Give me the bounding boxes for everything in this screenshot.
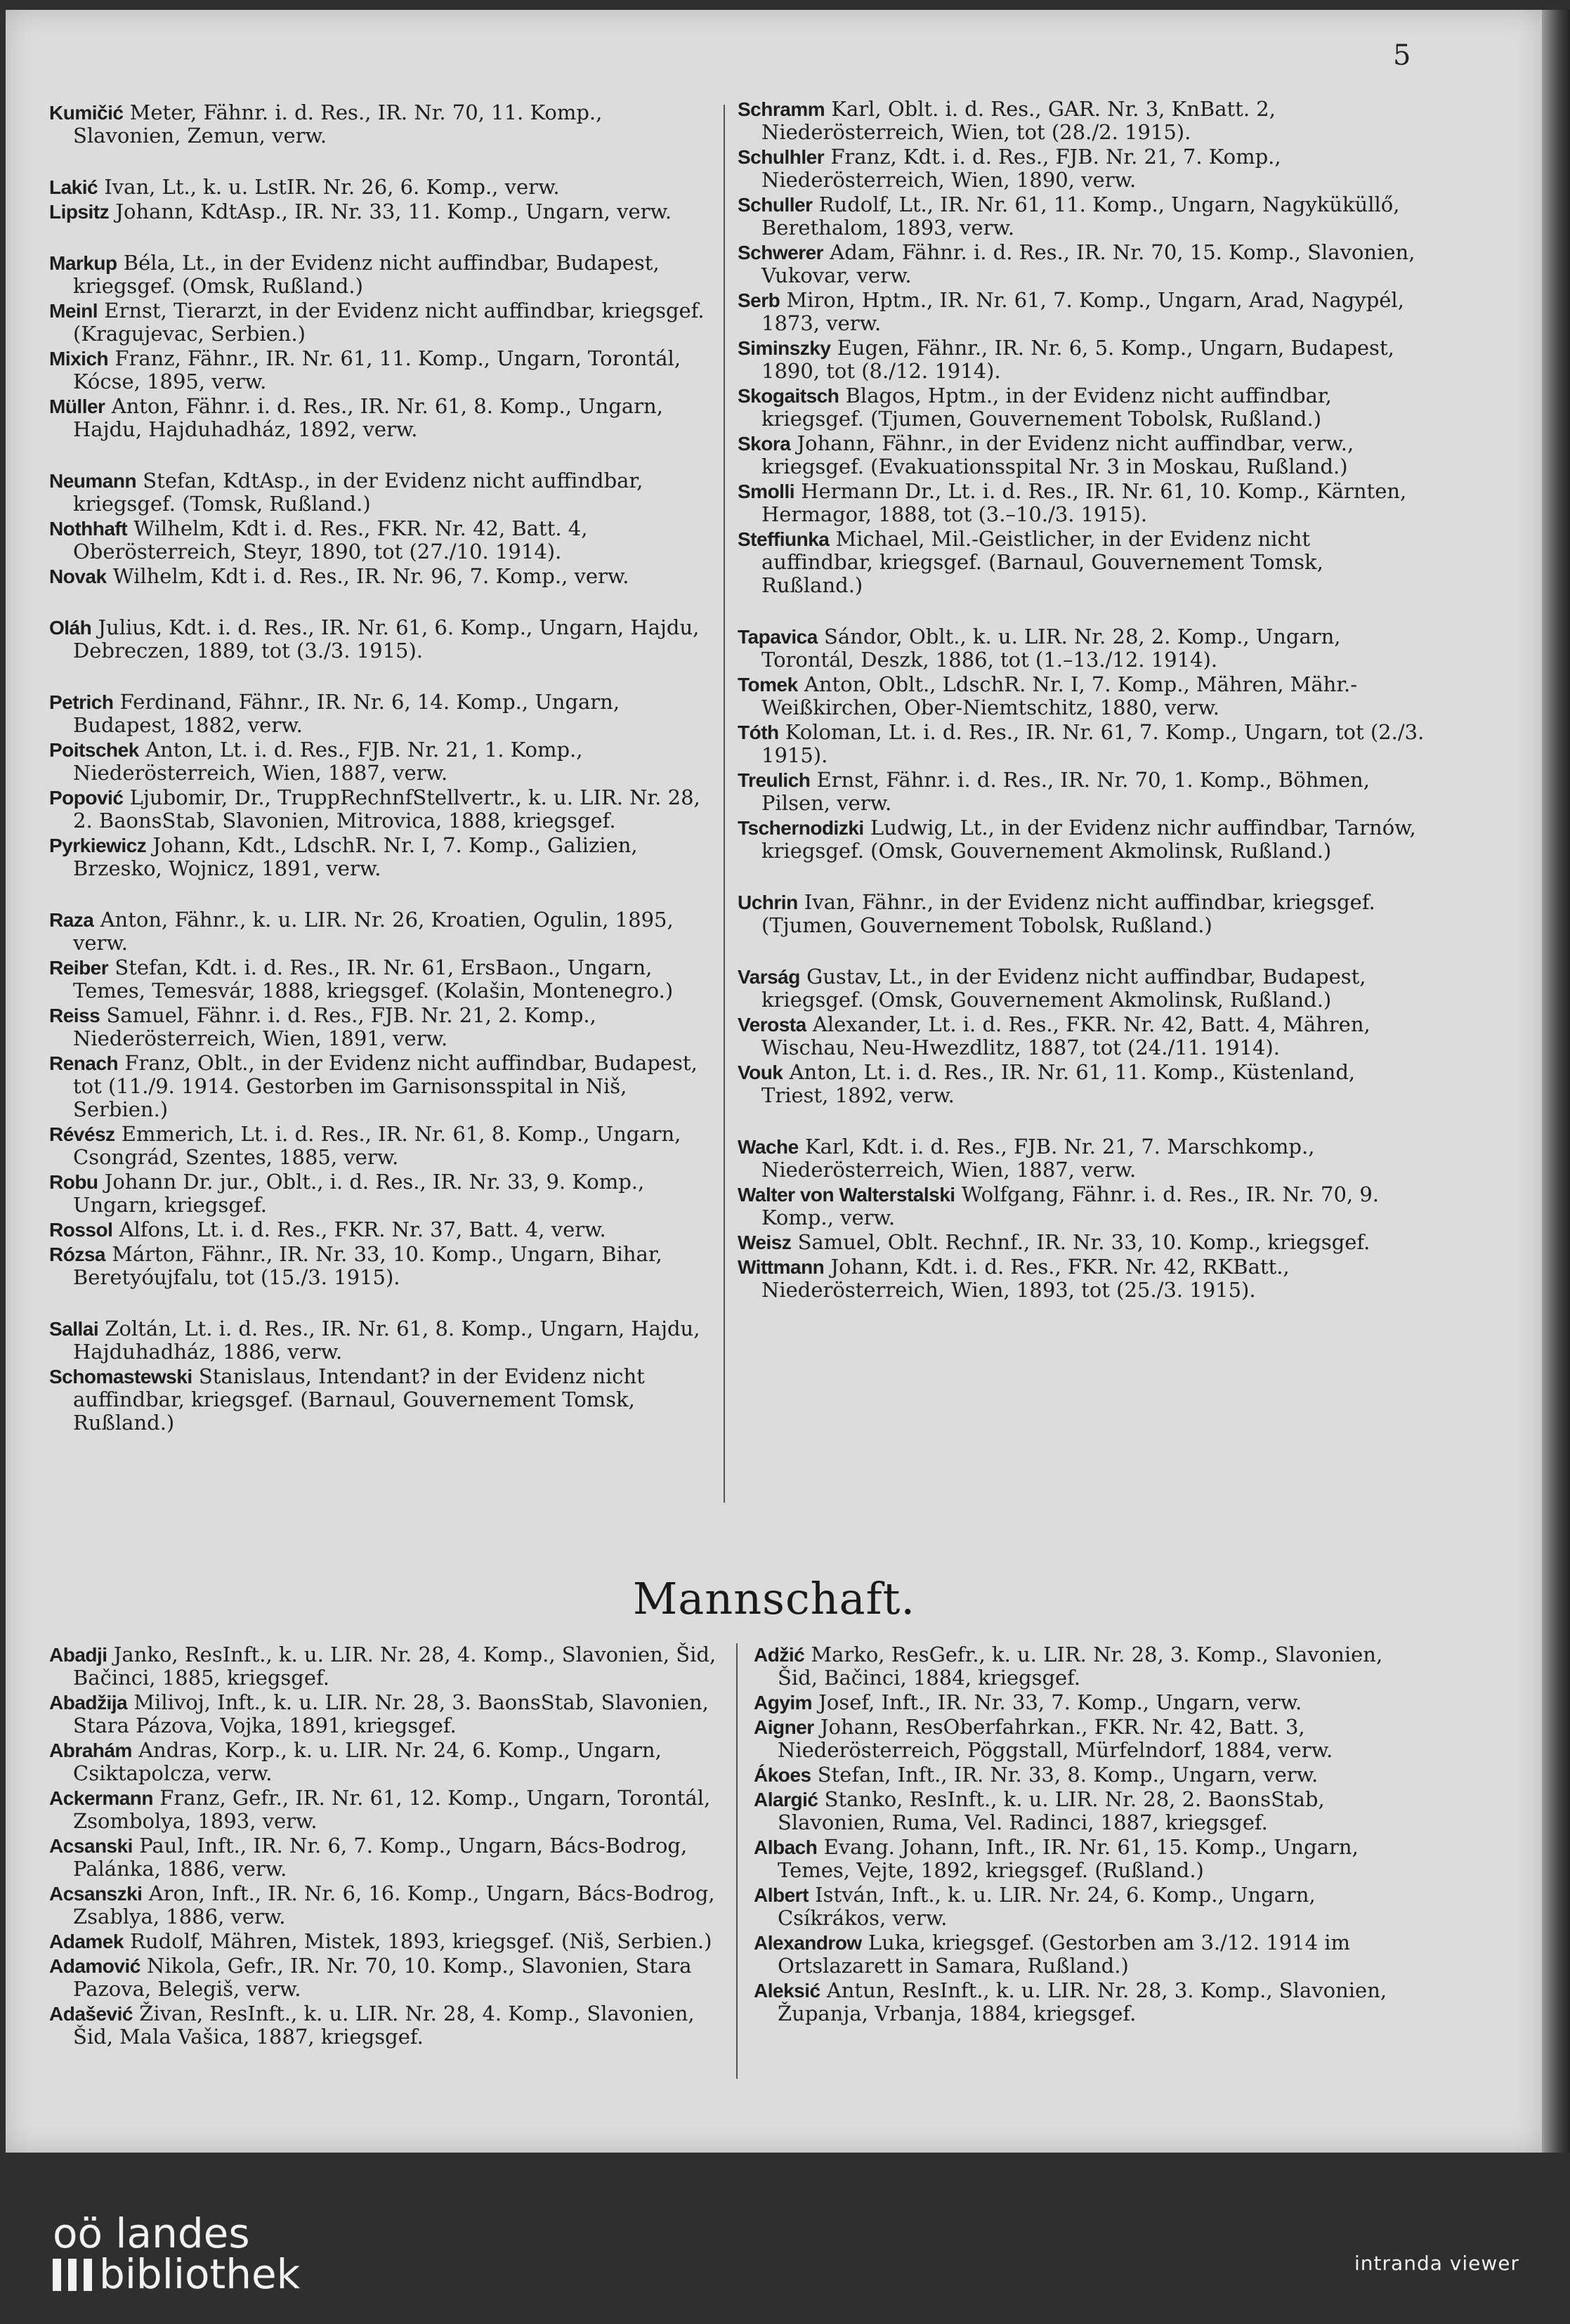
entry-details: Alfons, Lt. i. d. Res., FKR. Nr. 37, Batt. 4, verw. xyxy=(119,1218,606,1241)
entry-surname: Acsanszki xyxy=(49,1883,143,1905)
entry-details: Živan, ResInft., k. u. LIR. Nr. 28, 4. Komp., Slavonien, Šid, Mala Vašica, 1887, kriegsgef. xyxy=(73,2002,695,2049)
entry-surname: Renach xyxy=(49,1052,119,1074)
entry-details: Julius, Kdt. i. d. Res., IR. Nr. 61, 6. Komp., Ungarn, Hajdu, Debreczen, 1889, tot (3./3. 1915). xyxy=(73,615,700,662)
list-item xyxy=(49,1004,709,1050)
entry-surname: Alexandrow xyxy=(754,1932,862,1954)
viewer-label: intranda viewer xyxy=(1354,2252,1519,2275)
page-number: 5 xyxy=(1393,39,1411,72)
logo-line-2: bibliothek xyxy=(99,2250,301,2298)
list-item xyxy=(738,241,1426,287)
entry-surname: Reiss xyxy=(49,1005,100,1026)
column-divider-bottom xyxy=(736,1643,738,2079)
entry-details: Stanko, ResInft., k. u. LIR. Nr. 28, 2. BaonsStab, Slavonien, Ruma, Vel. Radinci, 1887, kriegsgef. xyxy=(778,1787,1325,1834)
list-item xyxy=(49,908,709,955)
entry-surname: Abadji xyxy=(49,1644,107,1666)
entry-details: Aron, Inft., IR. Nr. 6, 16. Komp., Ungarn, Bács-Bodrog, Zsablya, 1886, verw. xyxy=(73,1881,715,1928)
logo-line-1: oö landes xyxy=(53,2209,250,2257)
list-item xyxy=(49,1643,720,1690)
entry-surname: Schuller xyxy=(738,194,813,216)
list-item xyxy=(49,101,709,148)
entry-details: Antun, ResInft., k. u. LIR. Nr. 28, 3. Komp., Slavonien, Županja, Vrbanja, 1884, kriegsgef. xyxy=(778,1978,1387,2025)
entry-surname: Varság xyxy=(738,966,800,988)
list-item xyxy=(754,1931,1425,1978)
entry-details: Luka, kriegsgef. (Gestorben am 3./12. 1914 im Ortslazarett in Samara, Rußland.) xyxy=(778,1931,1351,1978)
list-item xyxy=(754,1884,1425,1930)
entry-surname: Petrich xyxy=(49,691,114,713)
list-item xyxy=(49,1218,709,1241)
list-item xyxy=(49,1739,720,1785)
entry-surname: Sallai xyxy=(49,1318,99,1340)
list-item xyxy=(49,299,709,346)
entry-details: Ljubomir, Dr., TruppRechnfStellvertr., k. u. LIR. Nr. 28, 2. BaonsStab, Slavonien, Mitrovica, 1888, kriegsgef. xyxy=(73,785,700,833)
entry-surname: Adamović xyxy=(49,1955,140,1977)
entry-details: Andras, Korp., k. u. LIR. Nr. 24, 6. Komp., Ungarn, Csiktapolcza, verw. xyxy=(73,1738,662,1785)
entry-surname: Tschernodizki xyxy=(738,817,864,839)
entry-details: Ivan, Fähnr., in der Evidenz nicht auffindbar, kriegsgef. (Tjumen, Gouvernement Tobolsk, Rußland.) xyxy=(761,890,1375,937)
entry-surname: Treulich xyxy=(738,769,811,791)
list-item xyxy=(738,816,1426,863)
entry-details: Sándor, Oblt., k. u. LIR. Nr. 28, 2. Komp., Ungarn, Torontál, Deszk, 1886, tot (1.–13./12. 1914). xyxy=(761,625,1341,672)
entry-surname: Skora xyxy=(738,433,791,455)
entry-details: Franz, Gefr., IR. Nr. 61, 12. Komp., Ungarn, Torontál, Zsombolya, 1893, verw. xyxy=(73,1786,711,1833)
list-item xyxy=(49,1691,720,1737)
entry-details: Anton, Lt. i. d. Res., FJB. Nr. 21, 1. Komp., Niederösterreich, Wien, 1887, verw. xyxy=(73,738,583,785)
list-item xyxy=(49,786,709,833)
entry-details: Wilhelm, Kdt i. d. Res., IR. Nr. 96, 7. Komp., verw. xyxy=(112,564,629,588)
list-item xyxy=(49,176,709,199)
entry-surname: Rossol xyxy=(49,1219,113,1241)
entry-details: Béla, Lt., in der Evidenz nicht auffindbar, Budapest, kriegsgef. (Omsk, Rußland.) xyxy=(73,251,660,298)
list-item xyxy=(738,1013,1426,1059)
list-item xyxy=(738,528,1426,597)
entry-surname: Ackermann xyxy=(49,1787,154,1809)
list-item xyxy=(738,432,1426,478)
entry-surname: Siminszky xyxy=(738,337,831,359)
entry-surname: Schwerer xyxy=(738,242,824,263)
entry-surname: Smolli xyxy=(738,481,795,502)
entry-surname: Acsanski xyxy=(49,1835,133,1857)
entry-details: Johann, Fähnr., in der Evidenz nicht auffindbar, verw., kriegsgef. (Evakuationsspital Nr. 3 in Moskau, Rußland.) xyxy=(761,431,1354,478)
list-item xyxy=(49,1365,709,1435)
entry-details: Anton, Lt. i. d. Res., IR. Nr. 61, 11. Komp., Küstenland, Triest, 1892, verw. xyxy=(761,1060,1356,1107)
entry-details: Janko, ResInft., k. u. LIR. Nr. 28, 4. Komp., Slavonien, Šid, Bačinci, 1885, kriegsgef. xyxy=(73,1643,717,1690)
entry-surname: Abadžija xyxy=(49,1692,128,1713)
entry-details: Anton, Fähnr., k. u. LIR. Nr. 26, Kroatien, Ogulin, 1895, verw. xyxy=(73,908,674,955)
list-item xyxy=(738,480,1426,526)
entry-details: Emmerich, Lt. i. d. Res., IR. Nr. 61, 8. Komp., Ungarn, Csongrád, Szentes, 1885, verw. xyxy=(73,1122,681,1169)
list-item xyxy=(738,1135,1426,1182)
entry-surname: Adžić xyxy=(754,1644,805,1666)
entry-surname: Vouk xyxy=(738,1062,783,1083)
entry-surname: Skogaitsch xyxy=(738,385,839,407)
entry-details: Johann, KdtAsp., IR. Nr. 33, 11. Komp., Ungarn, verw. xyxy=(115,200,672,223)
entry-details: Franz, Oblt., in der Evidenz nicht auffindbar, Budapest, tot (11./9. 1914. Gestorben im Garnisonsspital in Niš, Serbien.) xyxy=(73,1051,698,1121)
entry-details: Karl, Oblt. i. d. Res., GAR. Nr. 3, KnBatt. 2, Niederösterreich, Wien, tot (28./2. 1915). xyxy=(761,97,1276,144)
entry-details: Alexander, Lt. i. d. Res., FKR. Nr. 42, Batt. 4, Mähren, Wischau, Neu-Hwezdlitz, 1887, tot (24./11. 1914). xyxy=(761,1012,1371,1059)
entry-details: Marko, ResGefr., k. u. LIR. Nr. 28, 3. Komp., Slavonien, Šid, Bačinci, 1884, kriegsgef. xyxy=(778,1643,1383,1690)
list-item xyxy=(738,1231,1426,1254)
entry-details: Stefan, Kdt. i. d. Res., IR. Nr. 61, ErsBaon., Ungarn, Temes, Temesvár, 1888, kriegsgef. (Kolašin, Montenegro.) xyxy=(73,955,674,1003)
entry-details: Ludwig, Lt., in der Evidenz nichr auffindbar, Tarnów, kriegsgef. (Omsk, Gouvernement Akmolinsk, Rußland.) xyxy=(761,816,1416,863)
list-item xyxy=(49,1170,709,1217)
list-item xyxy=(49,1954,720,2001)
entry-surname: Révész xyxy=(49,1123,115,1145)
entry-details: Stanislaus, Intendant? in der Evidenz nicht auffindbar, kriegsgef. (Barnaul, Gouvernement Tomsk, Rußland.) xyxy=(73,1364,645,1435)
entry-details: Johann Dr. jur., Oblt., i. d. Res., IR. Nr. 33, 9. Komp., Ungarn, kriegsgef. xyxy=(73,1170,645,1217)
entry-surname: Poitschek xyxy=(49,739,139,761)
entry-surname: Raza xyxy=(49,909,94,931)
list-item xyxy=(738,1183,1426,1229)
column-top-right xyxy=(738,98,1426,1303)
entry-details: Ivan, Lt., k. u. LstIR. Nr. 26, 6. Komp., verw. xyxy=(104,175,560,199)
list-item xyxy=(754,1979,1425,2025)
list-item xyxy=(754,1691,1425,1714)
entry-details: Meter, Fähnr. i. d. Res., IR. Nr. 70, 11. Komp., Slavonien, Zemun, verw. xyxy=(73,100,603,148)
list-item xyxy=(738,721,1426,767)
list-item xyxy=(754,1788,1425,1834)
entry-surname: Schulhler xyxy=(738,146,825,168)
list-item xyxy=(738,965,1426,1012)
entry-surname: Albach xyxy=(754,1836,818,1858)
entry-surname: Adamek xyxy=(49,1931,124,1952)
list-item xyxy=(49,565,709,588)
entry-details: Hermann Dr., Lt. i. d. Res., IR. Nr. 61, 10. Komp., Kärnten, Hermagor, 1888, tot (3.–10./3. 1915). xyxy=(761,479,1407,526)
entry-surname: Uchrin xyxy=(738,892,798,913)
entry-surname: Abrahám xyxy=(49,1739,132,1761)
list-item xyxy=(738,384,1426,431)
list-item xyxy=(49,1882,720,1928)
entry-details: Koloman, Lt. i. d. Res., IR. Nr. 61, 7. Komp., Ungarn, tot (2./3. 1915). xyxy=(761,720,1425,767)
entry-surname: Lakić xyxy=(49,176,98,198)
entry-details: Johann, Kdt. i. d. Res., FKR. Nr. 42, RKBatt., Niederösterreich, Wien, 1893, tot (25./3. 1915). xyxy=(761,1255,1290,1302)
list-item xyxy=(738,673,1426,719)
list-item xyxy=(49,200,709,223)
list-item xyxy=(49,1317,709,1364)
list-item xyxy=(49,347,709,393)
list-item xyxy=(738,289,1426,335)
entry-surname: Mixich xyxy=(49,348,109,370)
library-logo xyxy=(53,2209,301,2298)
list-item xyxy=(754,1836,1425,1882)
list-item xyxy=(49,252,709,298)
entry-details: Zoltán, Lt. i. d. Res., IR. Nr. 61, 8. Komp., Ungarn, Hajdu, Hajduhadház, 1886, verw. xyxy=(73,1317,700,1364)
entry-surname: Adašević xyxy=(49,2003,133,2025)
entry-surname: Rózsa xyxy=(49,1243,105,1265)
entry-surname: Meinl xyxy=(49,300,98,322)
entry-details: Blagos, Hptm., in der Evidenz nicht auffindbar, kriegsgef. (Tjumen, Gouvernement Tobolsk, Rußland.) xyxy=(761,384,1332,431)
entry-details: Anton, Oblt., LdschR. Nr. I, 7. Komp., Mähren, Mähr.-Weißkirchen, Ober-Niemtschitz, 1880, verw. xyxy=(761,672,1358,719)
entry-surname: Weisz xyxy=(738,1232,792,1253)
entry-surname: Steffiunka xyxy=(738,528,830,550)
entry-details: Rudolf, Lt., IR. Nr. 61, 11. Komp., Ungarn, Nagyküküllő, Berethalom, 1893, verw. xyxy=(761,192,1400,240)
entry-details: Rudolf, Mähren, Mistek, 1893, kriegsgef. (Niš, Serbien.) xyxy=(130,1929,712,1953)
entry-surname: Walter von Walterstalski xyxy=(738,1184,955,1206)
list-item xyxy=(49,616,709,662)
entry-surname: Ákoes xyxy=(754,1764,811,1786)
entry-details: Johann, ResOberfahrkan., FKR. Nr. 42, Batt. 3, Niederösterreich, Pöggstall, Mürfelndorf, 1884, verw. xyxy=(778,1715,1333,1762)
book-spine xyxy=(1542,10,1570,2153)
entry-surname: Verosta xyxy=(738,1014,806,1036)
entry-surname: Nothhaft xyxy=(49,518,128,540)
list-item xyxy=(738,625,1426,672)
entry-surname: Alargić xyxy=(754,1789,818,1810)
entry-details: Milivoj, Inft., k. u. LIR. Nr. 28, 3. BaonsStab, Slavonien, Stara Pázova, Vojka, 1891, kriegsgef. xyxy=(73,1690,709,1737)
list-item xyxy=(49,1243,709,1289)
list-item xyxy=(49,517,709,563)
entry-details: Johann, Kdt., LdschR. Nr. I, 7. Komp., Galizien, Brzesko, Wojnicz, 1891, verw. xyxy=(73,833,638,880)
entry-surname: Serb xyxy=(738,289,780,311)
entry-details: Michael, Mil.-Geistlicher, in der Evidenz nicht auffindbar, kriegsgef. (Barnaul, Gouvernement Tomsk, Rußland.) xyxy=(761,527,1323,597)
entry-surname: Oláh xyxy=(49,617,92,639)
entry-details: Wilhelm, Kdt i. d. Res., FKR. Nr. 42, Batt. 4, Oberösterreich, Steyr, 1890, tot (27./10. 1914). xyxy=(73,516,588,563)
entry-surname: Kumičić xyxy=(49,102,124,124)
entry-details: Samuel, Oblt. Rechnf., IR. Nr. 33, 10. Komp., kriegsgef. xyxy=(797,1230,1371,1254)
entry-surname: Schomastewski xyxy=(49,1366,192,1388)
list-item xyxy=(754,1643,1425,1690)
entry-surname: Robu xyxy=(49,1171,98,1193)
entry-details: Stefan, Inft., IR. Nr. 33, 8. Komp., Ungarn, verw. xyxy=(817,1763,1319,1787)
entry-details: Samuel, Fähnr. i. d. Res., FJB. Nr. 21, 2. Komp., Niederösterreich, Wien, 1891, verw. xyxy=(73,1003,596,1050)
entry-surname: Wache xyxy=(738,1136,799,1158)
entry-details: Josef, Inft., IR. Nr. 33, 7. Komp., Ungarn, verw. xyxy=(818,1690,1302,1714)
column-top-left xyxy=(49,101,709,1436)
entry-details: Márton, Fähnr., IR. Nr. 33, 10. Komp., Ungarn, Bihar, Beretyóujfalu, tot (15./3. 1915). xyxy=(73,1242,662,1289)
entry-details: Ernst, Tierarzt, in der Evidenz nicht auffindbar, kriegsgef. (Kragujevac, Serbien.) xyxy=(73,299,705,346)
entry-details: Franz, Kdt. i. d. Res., FJB. Nr. 21, 7. Komp., Niederösterreich, Wien, 1890, verw. xyxy=(761,145,1281,192)
list-item xyxy=(49,395,709,441)
list-item xyxy=(738,1061,1426,1107)
entry-surname: Pyrkiewicz xyxy=(49,835,147,856)
entry-details: Stefan, KdtAsp., in der Evidenz nicht auffindbar, kriegsgef. (Tomsk, Rußland.) xyxy=(73,469,643,516)
list-item xyxy=(738,1255,1426,1302)
list-item xyxy=(49,1052,709,1121)
list-item xyxy=(49,834,709,880)
list-item xyxy=(754,1716,1425,1762)
column-bottom-right xyxy=(754,1643,1425,2027)
list-item xyxy=(738,98,1426,144)
list-item xyxy=(49,1834,720,1881)
entry-surname: Schramm xyxy=(738,98,825,120)
column-bottom-left xyxy=(49,1643,720,2050)
entry-surname: Neumann xyxy=(49,470,137,492)
entry-details: Nikola, Gefr., IR. Nr. 70, 10. Komp., Slavonien, Stara Pazova, Belegiš, verw. xyxy=(73,1954,692,2001)
list-item xyxy=(738,769,1426,815)
list-item xyxy=(738,193,1426,240)
entry-details: Paul, Inft., IR. Nr. 6, 7. Komp., Ungarn, Bács-Bodrog, Palánka, 1886, verw. xyxy=(73,1834,688,1881)
entry-details: Adam, Fähnr. i. d. Res., IR. Nr. 70, 15. Komp., Slavonien, Vukovar, verw. xyxy=(761,240,1415,287)
list-item xyxy=(49,956,709,1003)
entry-details: Evang. Johann, Inft., IR. Nr. 61, 15. Komp., Ungarn, Temes, Vejte, 1892, kriegsgef. (Rußland.) xyxy=(778,1835,1359,1882)
list-item xyxy=(49,469,709,516)
entry-details: Karl, Kdt. i. d. Res., FJB. Nr. 21, 7. Marschkomp., Niederösterreich, Wien, 1887, verw. xyxy=(761,1135,1315,1182)
entry-details: Gustav, Lt., in der Evidenz nicht auffindbar, Budapest, kriegsgef. (Omsk, Gouvernement Akmolinsk, Rußland.) xyxy=(761,965,1366,1012)
entry-surname: Tomek xyxy=(738,674,798,696)
list-item xyxy=(49,1123,709,1169)
list-item xyxy=(49,2002,720,2049)
list-item xyxy=(49,738,709,785)
list-item xyxy=(738,891,1426,937)
entry-details: István, Inft., k. u. LIR. Nr. 24, 6. Komp., Ungarn, Csíkrákos, verw. xyxy=(778,1883,1316,1930)
entry-surname: Lipsitz xyxy=(49,201,110,223)
entry-surname: Markup xyxy=(49,252,117,274)
list-item xyxy=(738,337,1426,383)
entry-details: Franz, Fähnr., IR. Nr. 61, 11. Komp., Ungarn, Torontál, Kócse, 1895, verw. xyxy=(73,346,681,393)
list-item xyxy=(49,1787,720,1833)
entry-surname: Agyim xyxy=(754,1692,813,1713)
list-item xyxy=(754,1763,1425,1787)
list-item xyxy=(738,145,1426,192)
entry-surname: Aigner xyxy=(754,1716,814,1738)
entry-details: Miron, Hptm., IR. Nr. 61, 7. Komp., Ungarn, Arad, Nagypél, 1873, verw. xyxy=(761,288,1404,335)
entry-surname: Albert xyxy=(754,1884,809,1906)
entry-surname: Wittmann xyxy=(738,1256,825,1278)
entry-details: Ernst, Fähnr. i. d. Res., IR. Nr. 70, 1. Komp., Böhmen, Pilsen, verw. xyxy=(761,768,1370,815)
entry-surname: Aleksić xyxy=(754,1980,820,2002)
entry-surname: Müller xyxy=(49,396,105,417)
entry-surname: Tapavica xyxy=(738,626,818,648)
logo-bars-icon xyxy=(53,2259,95,2291)
entry-surname: Novak xyxy=(49,566,107,587)
scanned-page xyxy=(6,10,1543,2153)
entry-details: Wolfgang, Fähnr. i. d. Res., IR. Nr. 70, 9. Komp., verw. xyxy=(761,1182,1380,1229)
section-title: Mannschaft. xyxy=(632,1573,916,1624)
entry-details: Eugen, Fähnr., IR. Nr. 6, 5. Komp., Ungarn, Budapest, 1890, tot (8./12. 1914). xyxy=(761,336,1394,383)
column-divider-top xyxy=(724,105,725,1503)
entry-surname: Reiber xyxy=(49,957,109,979)
list-item xyxy=(49,691,709,737)
list-item xyxy=(49,1930,720,1953)
entry-details: Ferdinand, Fähnr., IR. Nr. 6, 14. Komp., Ungarn, Budapest, 1882, verw. xyxy=(73,690,620,737)
entry-surname: Popović xyxy=(49,787,124,809)
entry-surname: Tóth xyxy=(738,722,779,743)
entry-details: Anton, Fähnr. i. d. Res., IR. Nr. 61, 8. Komp., Ungarn, Hajdu, Hajduhadház, 1892, verw. xyxy=(73,394,663,441)
